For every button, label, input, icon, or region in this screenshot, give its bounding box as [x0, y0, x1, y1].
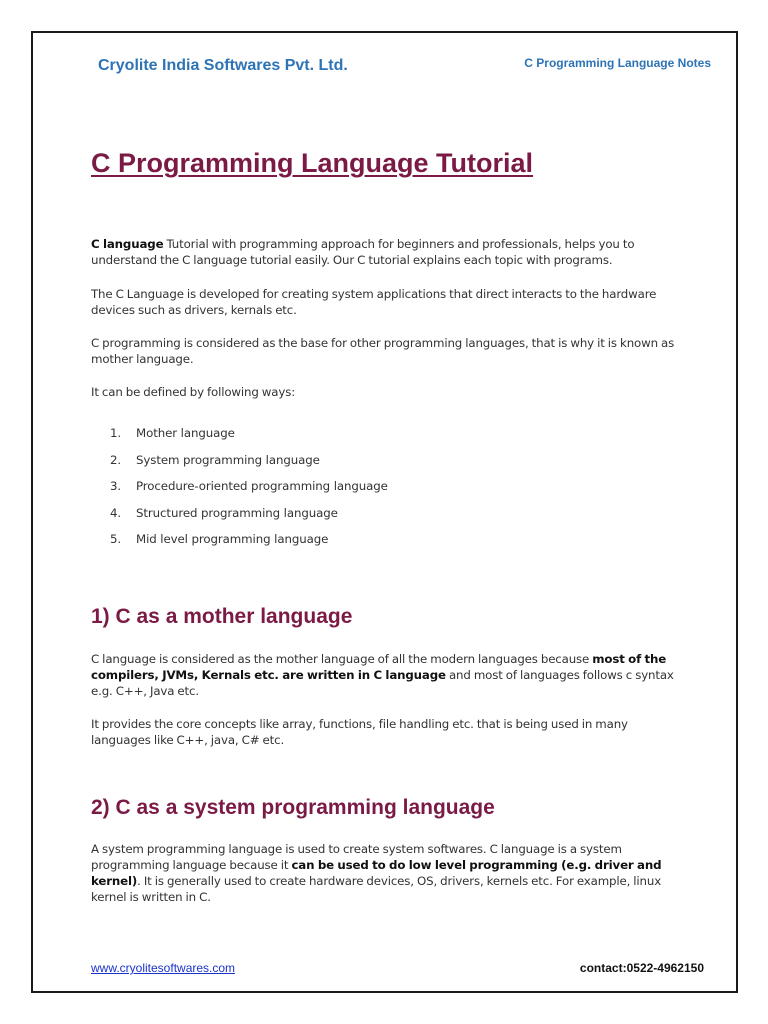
intro-paragraph-2 — [91, 286, 683, 318]
list-number: 2. — [110, 452, 122, 467]
list-item — [110, 531, 388, 558]
ways-list — [110, 425, 388, 558]
intro-paragraph-2-text: The C Language is developed for creating system applications that direct interacts to the hardware devices such as drivers, kernals etc. — [91, 287, 657, 317]
section-1-text-a: C language is considered as the mother language of all the modern languages because — [91, 652, 593, 666]
intro-paragraph-3 — [91, 335, 683, 367]
list-item — [110, 425, 388, 452]
list-number: 1. — [110, 426, 122, 440]
list-item-text: Procedure-oriented programming language — [136, 479, 388, 493]
intro-paragraph-1-text: Tutorial with programming approach for beginners and professionals, helps you to understand the C language tutorial easily. Our C tutorial explains each topic with programs. — [91, 237, 635, 267]
list-item-text: Mid level programming language — [136, 532, 329, 546]
list-item-text: Mother language — [136, 426, 235, 440]
list-item — [110, 452, 388, 479]
section-2-text-a: A system programming language is used to create system softwares. C language is a system programming language because it — [91, 842, 622, 872]
list-number: 3. — [110, 479, 122, 493]
section-1-text-b: and most of languages follows c syntax e.g. C++, Java etc. — [91, 668, 674, 698]
section-1-paragraph-2-text: It provides the core concepts like array, functions, file handling etc. that is being used in many languages like C++, java, C# etc. — [91, 717, 628, 747]
list-number: 5. — [110, 532, 122, 546]
section-2-bold: can be used to do low level programming (e.g. driver and kernel) — [91, 858, 662, 888]
intro-paragraph-1 — [91, 236, 683, 268]
list-item — [110, 478, 388, 505]
list-item-text: Structured programming language — [136, 505, 338, 520]
section-2-heading: 2) C as a system programming language — [91, 796, 495, 819]
section-1-bold: most of the compilers, JVMs, Kernals etc. are written in C language — [91, 652, 667, 682]
intro-paragraph-4 — [91, 384, 683, 400]
section-1-heading: 1) C as a mother language — [91, 605, 353, 628]
section-1-paragraph-2 — [91, 716, 683, 748]
company-name: Cryolite India Softwares Pvt. Ltd. — [98, 57, 348, 74]
intro-paragraph-4-text: It can be defined by following ways: — [91, 385, 296, 399]
list-number: 4. — [110, 505, 122, 520]
intro-paragraph-3-text: C programming is considered as the base for other programming languages, that is why it is known as mother language. — [91, 336, 675, 366]
contact-info: contact:0522-4962150 — [579, 961, 704, 975]
section-1-paragraph-1 — [91, 651, 683, 699]
list-item-text: System programming language — [136, 452, 320, 467]
header-note: C Programming Language Notes — [524, 56, 711, 70]
section-2-paragraph-1 — [91, 841, 683, 905]
list-item — [110, 505, 388, 532]
website-link[interactable]: www.cryolitesoftwares.com — [91, 961, 236, 975]
intro-bold-term: C language — [91, 237, 164, 251]
page-title: C Programming Language Tutorial — [91, 148, 534, 178]
section-2-text-b: . It is generally used to create hardware devices, OS, drivers, kernels etc. For example, linux kernel is written in C. — [91, 874, 662, 904]
